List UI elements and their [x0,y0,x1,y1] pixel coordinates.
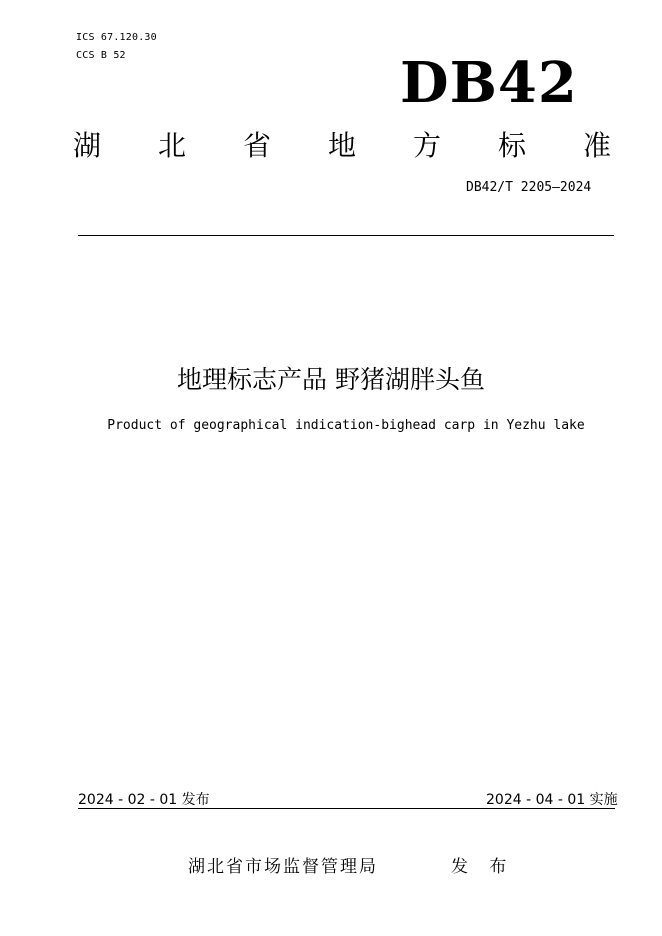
english-title: Product of geographical indication-bighead carp in Yezhu lake [107,418,585,433]
issuer-action: 发 布 [451,857,515,877]
document-title: 地理标志产品 野猪湖胖头鱼 [177,365,485,394]
title-char-2: 北 [157,129,186,162]
standard-category-title [72,124,612,164]
title-char-3: 省 [242,129,271,162]
publish-date: 2024 - 02 - 01 发布 [78,792,210,808]
bottom-divider [78,808,615,809]
issuing-authority: 湖北省市场监督管理局 [188,857,378,877]
title-char-4: 地 [327,129,356,162]
implement-date: 2024 - 04 - 01 实施 [486,792,618,808]
title-char-6: 标 [497,129,526,162]
top-divider [78,235,614,236]
standard-code-logo: DB42 [400,50,578,116]
ccs-code: CCS B 52 [76,50,126,61]
title-char-5: 方 [412,129,441,162]
title-char-1: 湖 [72,129,101,162]
ics-code: ICS 67.120.30 [76,32,157,43]
standard-number: DB42/T 2205—2024 [466,180,592,195]
title-char-7: 准 [582,129,611,162]
